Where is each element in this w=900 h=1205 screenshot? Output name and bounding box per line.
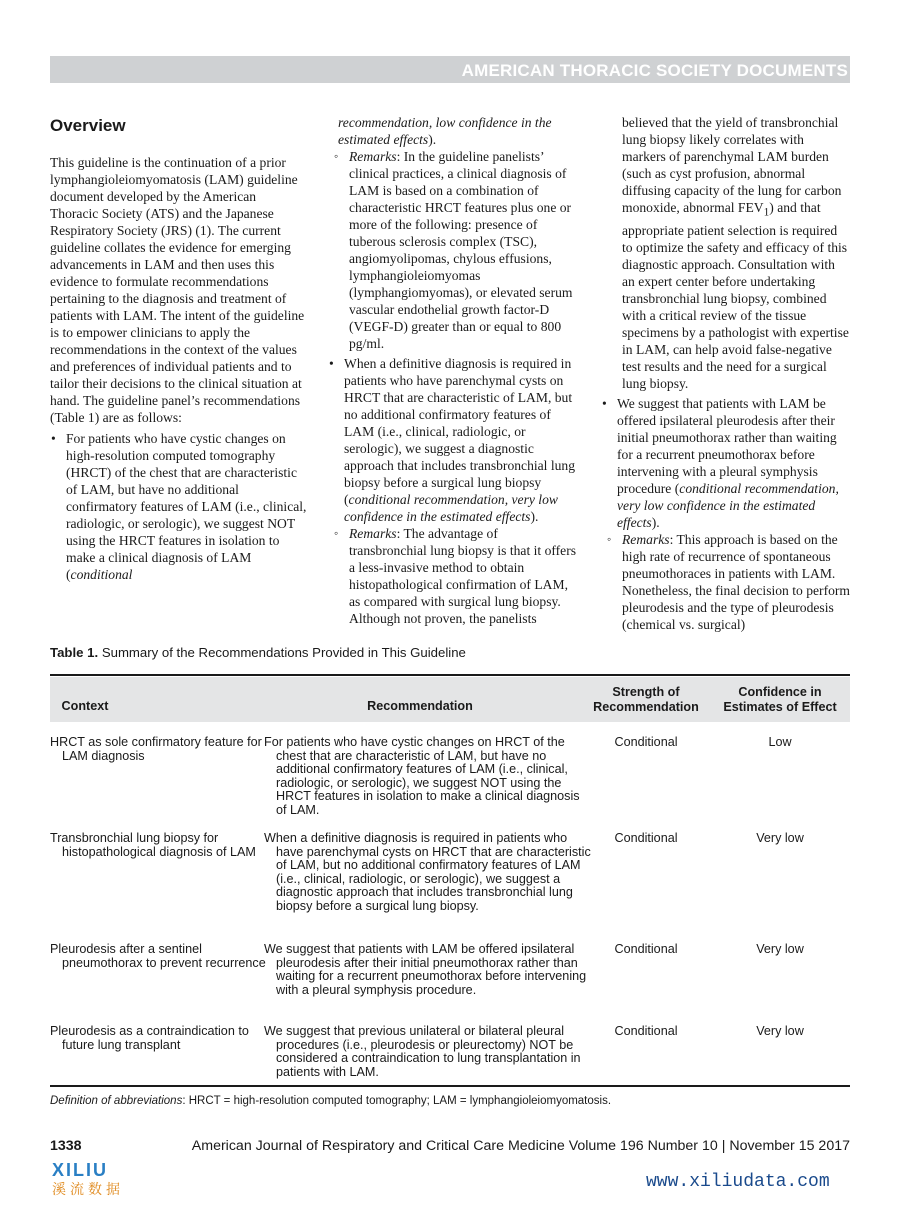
section-header-text: AMERICAN THORACIC SOCIETY DOCUMENTS (461, 61, 848, 80)
section-header-band (50, 56, 850, 83)
remark-2-text: : The advantage of transbronchial lung biopsy is that it offers a less-invasive method to obtain histopathological confirmation of LAM, as compared with surgical lung biopsy. Although not proven, the panelists (349, 526, 577, 626)
remark-2-continuation (601, 114, 851, 392)
table-cell-strength: Conditional (614, 1024, 678, 1038)
table-cell-confidence: Very low (756, 1024, 804, 1038)
table-cell-strength: Conditional (614, 942, 678, 956)
table-cell-confidence: Very low (756, 831, 804, 845)
table-caption-text: Summary of the Recommendations Provided in This Guideline (101, 645, 466, 660)
watermark-url: www.xiliudata.com (646, 1172, 830, 1192)
remark-3 (601, 531, 851, 633)
bullet-2-italic: conditional recommendation, very low confidence in the estimated effects (344, 492, 558, 524)
table-abbreviations-note (50, 1095, 850, 1107)
table-cell-confidence: Low (768, 735, 792, 749)
table-cell-strength: Conditional (614, 831, 678, 845)
text-column-2 (328, 114, 578, 627)
remark-2-cont-b: ) and that appropriate patient selection is required to optimize the safety and efficacy of this diagnostic approach. Consultation with an expert center before undertaking transbronchial lung biopsy, combined with a critical review of the tissue specimens by a pathologist with expertise in LAM, can help avoid false-negative test results and the need for a surgical lung biopsy. (622, 200, 849, 391)
recommendation-bullet-3 (601, 395, 851, 531)
table-caption-label: Table 1. (50, 645, 99, 660)
remark-3-label: Remarks (622, 531, 670, 547)
abbrev-label: Definition of abbreviations (50, 1095, 183, 1107)
recommendation-bullet-1 (50, 430, 307, 583)
bullet-1-italic: conditional (70, 567, 133, 582)
remark-1-label: Remarks (349, 149, 397, 164)
recommendation-bullet-2 (328, 355, 578, 525)
table-cell-context: Transbronchial lung biopsy for histopathological diagnosis of LAM (50, 831, 256, 859)
table-cell-context: HRCT as sole confirmatory feature for LAM diagnosis (50, 735, 262, 763)
col-header-confidence: Confidence in Estimates of Effect (723, 685, 837, 714)
bullet-3-italic: conditional recommendation, very low confidence in the estimated effects (617, 480, 839, 530)
xiliu-logo-icon (50, 1158, 124, 1198)
overview-heading: Overview (50, 116, 126, 135)
svg-text:XILIU: XILIU (52, 1160, 109, 1180)
intro-paragraph: This guideline is the continuation of a prior lymphangioleiomyomatosis (LAM) guideline document developed by the American Thoracic Society (ATS) and the Japanese Respiratory Society (JRS) (1). The current guideline collates the evidence for emerging advancements in LAM and then uses this evidence to formulate recommendations pertaining to the diagnosis and treatment of patients with LAM. The intent of the guideline is to empower clinicians to apply the recommendations in the context of the values and preferences of individual patients and to tailor their decisions to the clinical situation at hand. The guideline panel’s recommendations (Table 1) are as follows: (50, 155, 305, 425)
remark-3-text: : This approach is based on the high rate of recurrence of spontaneous pneumothoraces in patients with LAM. Nonetheless, the final decision to perform pleurodesis and the type of pleurodesis (chemical vs. surgical) (622, 531, 851, 632)
text-column-1 (50, 114, 307, 583)
bullet-1-text: For patients who have cystic changes on high-resolution computed tomography (HRCT) of the chest that are characteristic of LAM, but have no additional confirmatory features of LAM (i.e., clinical, radiologic, or serologic), we suggest NOT using the HRCT features in isolation to make a clinical diagnosis of LAM ( (66, 431, 307, 582)
table-cell-context: Pleurodesis as a contraindication to future lung transplant (50, 1024, 249, 1052)
text-column-3 (601, 114, 851, 633)
col-header-context: Context (61, 699, 109, 713)
bullet-3-text: We suggest that patients with LAM be offered ipsilateral pleurodesis after their initial pneumothorax rather than waiting for a recurrent pneumothorax before intervening with a pleural symphysis procedure ( (617, 395, 837, 496)
table-cell-recommendation: For patients who have cystic changes on HRCT of the chest that are characteristic of LAM, but have no additional confirmatory features of LAM (i.e., clinical, radiologic, or serologic), we suggest NOT using the HRCT features in isolation to make a clinical diagnosis of LAM. (264, 735, 580, 817)
table-caption (50, 645, 850, 660)
table-top-rule (50, 674, 850, 676)
col-header-strength: Strength of Recommendation (593, 685, 699, 714)
remark-1-text: : In the guideline panelists’ clinical practices, a clinical diagnosis of LAM is based on a combination of characteristic HRCT features plus one or more of the following: presence of tuberous sclerosis complex (TSC), angiomyolipomas, chylous effusions, lymphangioleiomyomas (lymphangiomyomas), or elevated serum vascular endothelial growth factor-D (VEGF-D) greater than or equal to 800 pg/ml. (349, 149, 573, 351)
remark-2-label: Remarks (349, 526, 397, 541)
journal-citation: American Journal of Respiratory and Critical Care Medicine Volume 196 Number 10 | November 15 2017 (191, 1138, 850, 1154)
remark-2-cont-a: believed that the yield of transbronchial lung biopsy likely correlates with markers of parenchymal LAM burden (such as cyst profusion, abnormal diffusing capacity of the lung for carbon monoxide, abnormal FEV (622, 115, 842, 215)
table-cell-recommendation: When a definitive diagnosis is required in patients who have parenchymal cysts on HRCT that are characteristic of LAM, but no additional confirmatory features of LAM (i.e., clinical, radiologic, or serologic), we suggest a diagnostic approach that includes transbronchial lung biopsy before a surgical lung biopsy. (264, 831, 591, 913)
table-cell-confidence: Very low (756, 942, 804, 956)
remark-1 (328, 148, 578, 352)
bullet-1-cont-end: ). (428, 132, 437, 147)
bullet-2-text: When a definitive diagnosis is required in patients who have parenchymal cysts on HRCT that are characteristic of LAM, but no additional confirmatory features of LAM (i.e., clinical, radiologic, or serologic), we suggest a diagnostic approach that includes transbronchial lung biopsy before a surgical lung biopsy ( (344, 356, 576, 507)
table-bottom-rule (50, 1085, 850, 1087)
col-header-recommendation: Recommendation (367, 699, 473, 713)
bullet-1-continuation (328, 114, 578, 148)
bullet-2-end: ). (530, 509, 539, 524)
table-cell-context: Pleurodesis after a sentinel pneumothorax to prevent recurrence (50, 942, 266, 970)
fev-subscript: 1 (763, 206, 770, 219)
bullet-1-cont-italic: recommendation, low confidence in the estimated effects (338, 115, 552, 147)
abbrev-text: : HRCT = high-resolution computed tomography; LAM = lymphangioleiomyomatosis. (182, 1095, 612, 1107)
bullet-3-end: ). (651, 514, 660, 530)
remark-2 (328, 525, 578, 627)
page-number: 1338 (50, 1138, 82, 1154)
table-cell-recommendation: We suggest that previous unilateral or bilateral pleural procedures (i.e., pleurodesis or pleurectomy) NOT be considered a contraindication to lung transplantation in patients with LAM. (264, 1024, 581, 1079)
table-cell-strength: Conditional (614, 735, 678, 749)
svg-text:溪流数据: 溪流数据 (52, 1182, 124, 1198)
table-cell-recommendation: We suggest that patients with LAM be offered ipsilateral pleurodesis after their initial pneumothorax rather than waiting for a recurrent pneumothorax before intervening with a pleural symphysis procedure. (264, 942, 587, 997)
